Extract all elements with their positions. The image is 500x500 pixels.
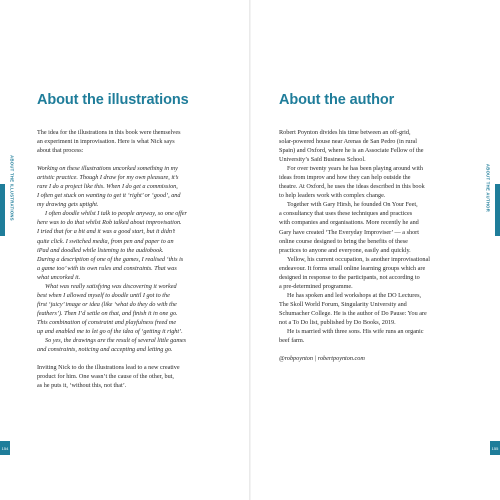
text-line: endeavour. It forms small online learning groups which are bbox=[279, 264, 426, 272]
text-line: a pre-determined programme. bbox=[279, 282, 353, 290]
section-tab-label bbox=[6, 153, 18, 223]
text-line: designed in response to the participants, not according to bbox=[279, 273, 420, 281]
bio-paragraph bbox=[279, 327, 479, 345]
text-line: with companies and organisations. More recently he and bbox=[279, 219, 419, 227]
text-line: For over twenty years he has been playing around with bbox=[287, 165, 423, 173]
text-line: The idea for the illustrations in this book were themselves bbox=[37, 129, 181, 136]
text-line: Spain) and Oxford, where he is an Associate Fellow of the bbox=[279, 147, 424, 155]
section-tab-label-text: ABOUT THE AUTHOR bbox=[485, 163, 491, 213]
text-line: beef farm. bbox=[279, 337, 305, 345]
bio-paragraph bbox=[279, 255, 479, 291]
quote-paragraph bbox=[37, 282, 235, 336]
text-line: product for him. One wasn’t the cause of the other, but, bbox=[37, 373, 174, 381]
bio-paragraph bbox=[279, 200, 479, 254]
quote-paragraph bbox=[37, 209, 235, 281]
text-line: Robert Poynton divides his time between an off-grid, bbox=[279, 129, 411, 136]
text-line: first ‘juicy’ image or idea (like ‘what do they do with the bbox=[37, 300, 177, 308]
intro-paragraph bbox=[37, 128, 235, 155]
text-line: quite click. I switched media, from pen and paper to an bbox=[37, 237, 174, 245]
text-line: Yellow, his current occupation, is another improvisational bbox=[287, 255, 430, 263]
page-number: 154 bbox=[0, 441, 10, 455]
bio-paragraph bbox=[279, 128, 479, 164]
text-line: The Skoll World Forum, Singularity University and bbox=[279, 300, 407, 308]
section-tab-marker bbox=[0, 184, 5, 236]
text-line: online course designed to bring the benefits of these bbox=[279, 237, 408, 245]
quote-paragraph bbox=[37, 164, 235, 209]
page-heading: About the illustrations bbox=[37, 92, 189, 108]
text-line: what uncorked it. bbox=[37, 273, 81, 281]
section-tab-label-text: ABOUT THE ILLUSTRATIONS bbox=[9, 155, 15, 221]
section-tab-marker bbox=[495, 184, 500, 236]
text-line: here was to do that whilst Rob talked about improvisation. bbox=[37, 219, 182, 227]
text-line: to help leaders work with complex change. bbox=[279, 192, 386, 200]
text-line: University’s Saïd Business School. bbox=[279, 156, 366, 164]
text-line: What was really satisfying was discovering it worked bbox=[45, 282, 177, 290]
text-line: During a description of one of the games, I realised ‘this is bbox=[37, 255, 184, 263]
page-heading: About the author bbox=[279, 92, 395, 108]
closing-paragraph bbox=[37, 363, 235, 390]
bio-paragraph bbox=[279, 291, 479, 327]
text-line: and constraints, noticing and accepting and letting go. bbox=[37, 346, 173, 354]
text-line: He is married with three sons. His wife runs an organic bbox=[287, 328, 424, 336]
text-line: So yes, the drawings are the result of several little games bbox=[45, 337, 186, 345]
text-line: Schumacher College. He is the author of Do Pause: You are bbox=[279, 309, 427, 317]
text-line: solar-powered house near Arenas de San Pedro (in rural bbox=[279, 138, 418, 146]
text-line: He has spoken and led workshops at the DO Lectures, bbox=[287, 291, 422, 299]
text-line: Together with Gary Hirsh, he founded On Your Feet, bbox=[287, 201, 418, 209]
page-body bbox=[279, 128, 479, 363]
page-number: 155 bbox=[490, 441, 500, 455]
text-line: rare I do a project like this. When I do get a commission, bbox=[37, 183, 178, 191]
text-line: best when I allowed myself to doodle until I got to the bbox=[37, 291, 170, 299]
text-line: a consultancy that uses these techniques and practices bbox=[279, 210, 413, 218]
text-line: I often doodle whilst I talk to people anyway, so one offer bbox=[45, 210, 187, 218]
text-line: ideas from improv and how they can help outside the bbox=[279, 174, 411, 182]
contact-line: @robpoynton | robertpoynton.com bbox=[279, 355, 365, 363]
text-line: up and enabled me to let go of the idea of ‘getting it right’. bbox=[37, 327, 183, 335]
text-line: my drawing gets uptight. bbox=[37, 201, 99, 209]
text-line: Gary have created ‘The Everyday Improviser’ — a short bbox=[279, 228, 419, 236]
text-line: not a To Do list, published by Do Books, 2019. bbox=[279, 318, 396, 326]
text-line: artistic practice. Though I draw for my own pleasure, it’s bbox=[37, 174, 179, 182]
page-body bbox=[37, 128, 235, 390]
section-tab-label bbox=[482, 153, 494, 223]
quote-paragraph bbox=[37, 336, 235, 354]
text-line: This combination of constraint and playfulness freed me bbox=[37, 318, 177, 326]
text-line: feathers’). Then I’d settle on that, and finish it in one go. bbox=[37, 309, 178, 317]
text-line: an experiment in improvisation. Here is what Nick says bbox=[37, 138, 175, 146]
text-line: Working on these illustrations uncorked something in my bbox=[37, 165, 178, 173]
text-line: theatre. At Oxford, he uses the ideas described in this book bbox=[279, 183, 425, 191]
text-line: iPad and doodled while listening to the audiobook. bbox=[37, 246, 164, 254]
right-page bbox=[251, 0, 500, 500]
left-page bbox=[0, 0, 249, 500]
text-line: I tried that for a bit and it was a good start, but it didn’t bbox=[37, 228, 176, 236]
text-line: about that process: bbox=[37, 147, 84, 155]
text-line: as he puts it, ‘without this, not that’. bbox=[37, 382, 127, 390]
text-line: Inviting Nick to do the illustrations lead to a new creative bbox=[37, 364, 180, 372]
text-line: practices to anyone and everyone, easily and quickly. bbox=[279, 246, 411, 254]
bio-paragraph bbox=[279, 164, 479, 200]
text-line: I often get stuck on wanting to get it ‘right’ or ‘good’, and bbox=[37, 192, 181, 200]
text-line: a game too’ with its own rules and constraints. That was bbox=[37, 264, 177, 272]
